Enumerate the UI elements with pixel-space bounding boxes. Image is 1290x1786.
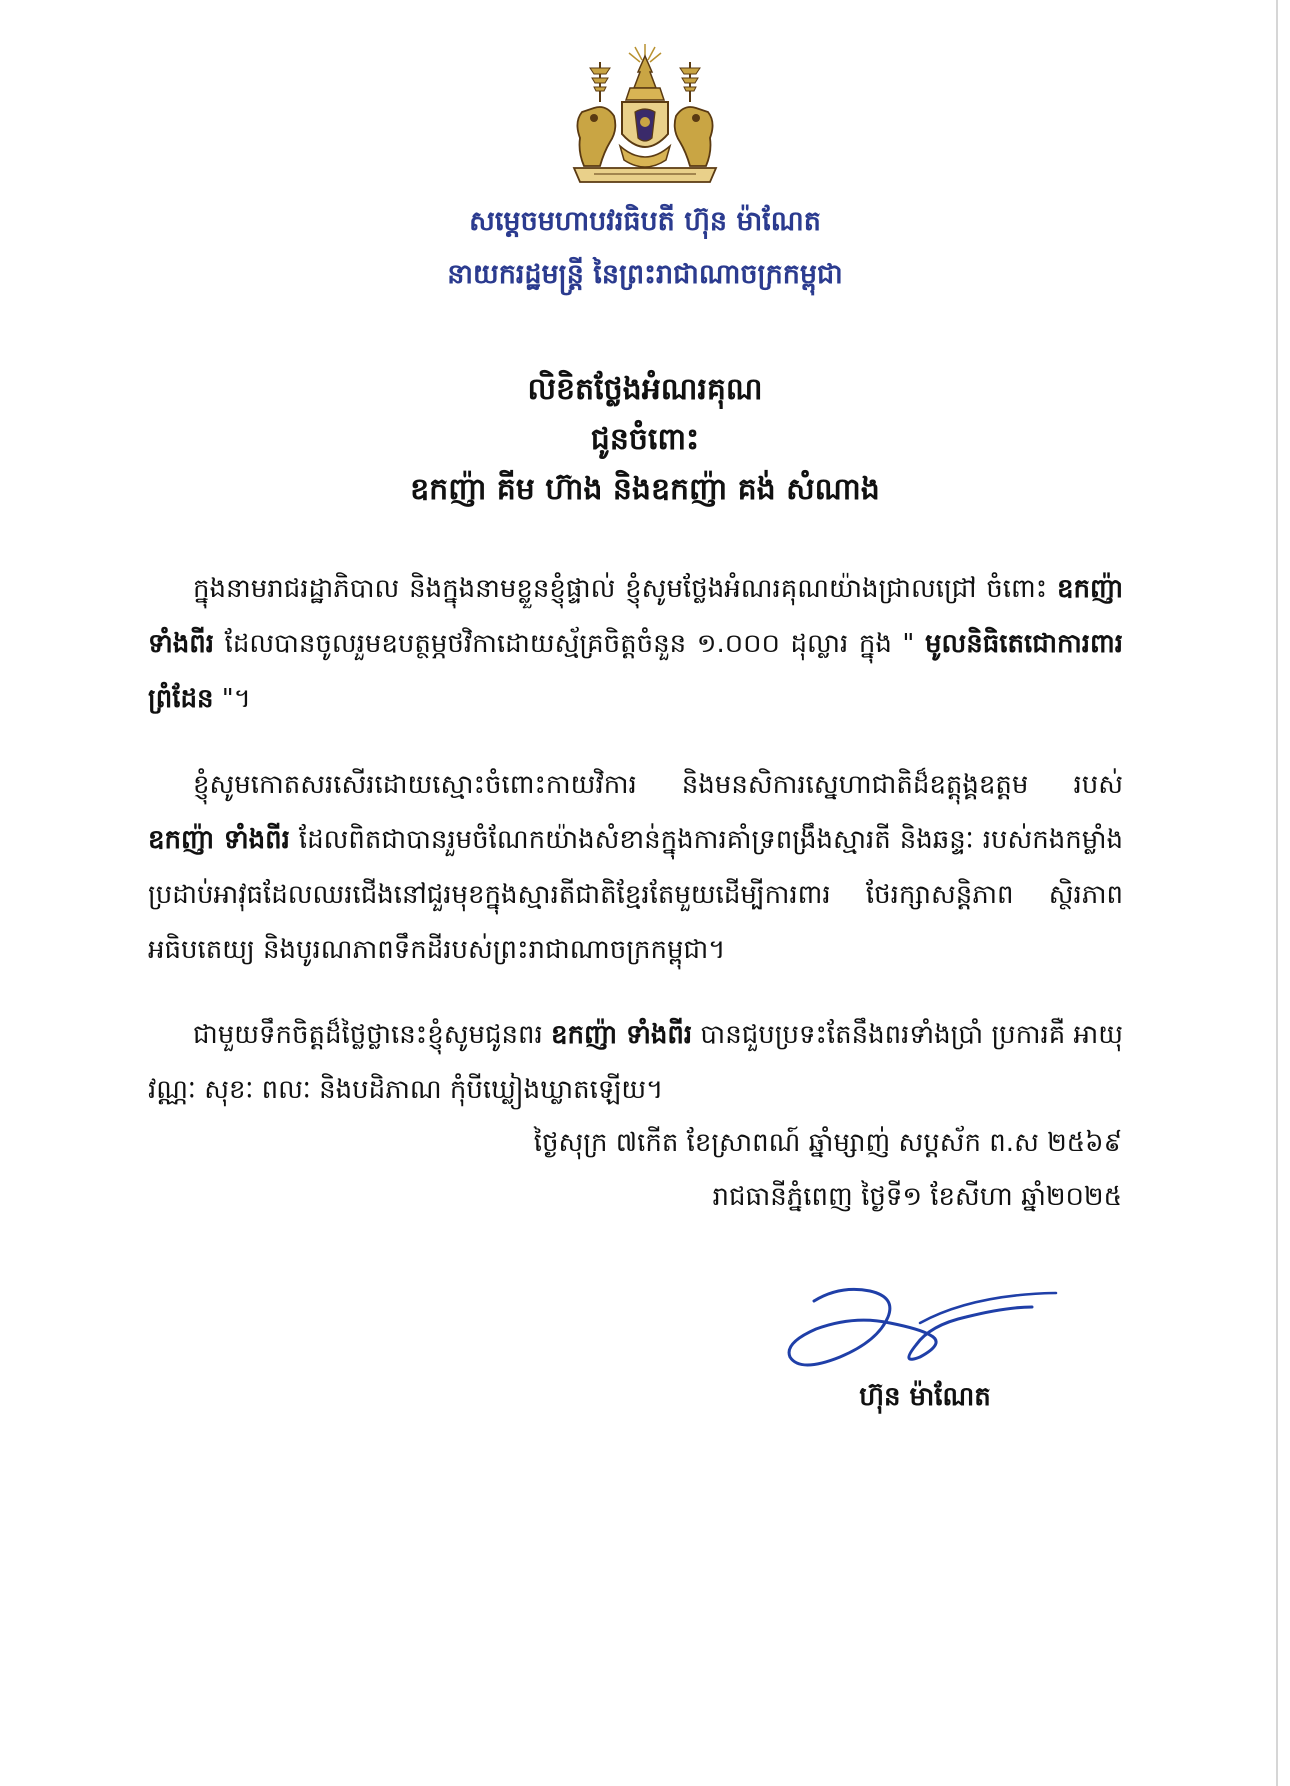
royal-coat-of-arms-icon xyxy=(560,42,730,192)
body-paragraph-3: ជាមួយទឹកចិត្តដ៏ថ្លៃថ្លានេះខ្ញុំសូមជូនពរ ឧកញ៉ា ទាំងពីរ បានជួបប្រទះតែនឹងពរទាំងប្រាំ ប្រការគឺ អាយុ វណ្ណៈ សុខៈ ពលៈ និងបដិភាណ កុំបីឃ្លៀងឃ្លាតឡើយ។ xyxy=(148,1020,1123,1105)
recipients-emphasis: ឧកញ៉ា ទាំងពីរ xyxy=(551,1020,693,1050)
body-paragraph-2: ខ្ញុំសូមកោតសរសើរដោយស្មោះចំពោះកាយវិការ និងមនសិការស្នេហាជាតិដ៏ឧត្តុង្គឧត្តម របស់ ឧកញ៉ា ទាំងពីរ ដែលពិតជាបានរួមចំណែកយ៉ាងសំខាន់ក្នុងការគាំទ្រពង្រឹងស្មារតី និងឆន្ទៈ របស់កងកម្លាំងប្រដាប់អាវុធដែលឈរជើងនៅជួរមុខក្នុងស្មារតីជាតិខ្មែរតែមួយដើម្បីការពារ ថែរក្សាសន្តិភាព ស្ថិរភាព អធិបតេយ្យ និងបូរណភាពទឹកដីរបស់ព្រះរាជាណាចក្រកម្ពុជា។ xyxy=(148,770,1123,965)
letter-recipients: ឧកញ៉ា គីម ហ៊ាង និងឧកញ៉ា គង់ សំណាង xyxy=(410,472,880,507)
fund-name: មូលនិធិតេជោការពារព្រំដែន xyxy=(148,629,1123,714)
letter-addressed-to: ជូនចំពោះ xyxy=(590,422,700,457)
header-title-line1: សម្ដេចមហាបវរធិបតី ហ៊ុន ម៉ាណែត xyxy=(469,206,821,237)
lunar-date: ថ្ងៃសុក្រ ៧កើត ខែស្រាពណ៍ ឆ្នាំម្សាញ់ សប្តស័ក ព.ស ២៥៦៩ xyxy=(533,1128,1122,1158)
letter-title: លិខិតថ្លែងអំណរគុណ xyxy=(527,372,763,407)
signer-name: ហ៊ុន ម៉ាណែត xyxy=(859,1382,991,1412)
header-title-line2: នាយករដ្ឋមន្ត្រី នៃព្រះរាជាណាចក្រកម្ពុជា xyxy=(447,259,843,290)
place-and-solar-date: រាជធានីភ្នំពេញ ថ្ងៃទី១ ខែសីហា ឆ្នាំ២០២៥ xyxy=(712,1182,1122,1212)
recipients-emphasis: ឧកញ៉ា ទាំងពីរ xyxy=(148,825,290,855)
handwritten-signature xyxy=(770,1265,1070,1385)
recipients-emphasis: ឧកញ៉ា ទាំងពីរ xyxy=(148,574,1123,659)
body-paragraph-1: ក្នុងនាមរាជរដ្ឋាភិបាល និងក្នុងនាមខ្លួនខ្ញុំផ្ទាល់ ខ្ញុំសូមថ្លែងអំណរគុណយ៉ាងជ្រាលជ្រៅ ចំពោះ ឧកញ៉ា ទាំងពីរ ដែលបានចូលរួមឧបត្ថម្ភថវិកាដោយស្ម័គ្រចិត្តចំនួន ១.០០០ ដុល្លារ ក្នុង " មូលនិធិតេជោការពារព្រំដែន "។ xyxy=(148,574,1123,714)
